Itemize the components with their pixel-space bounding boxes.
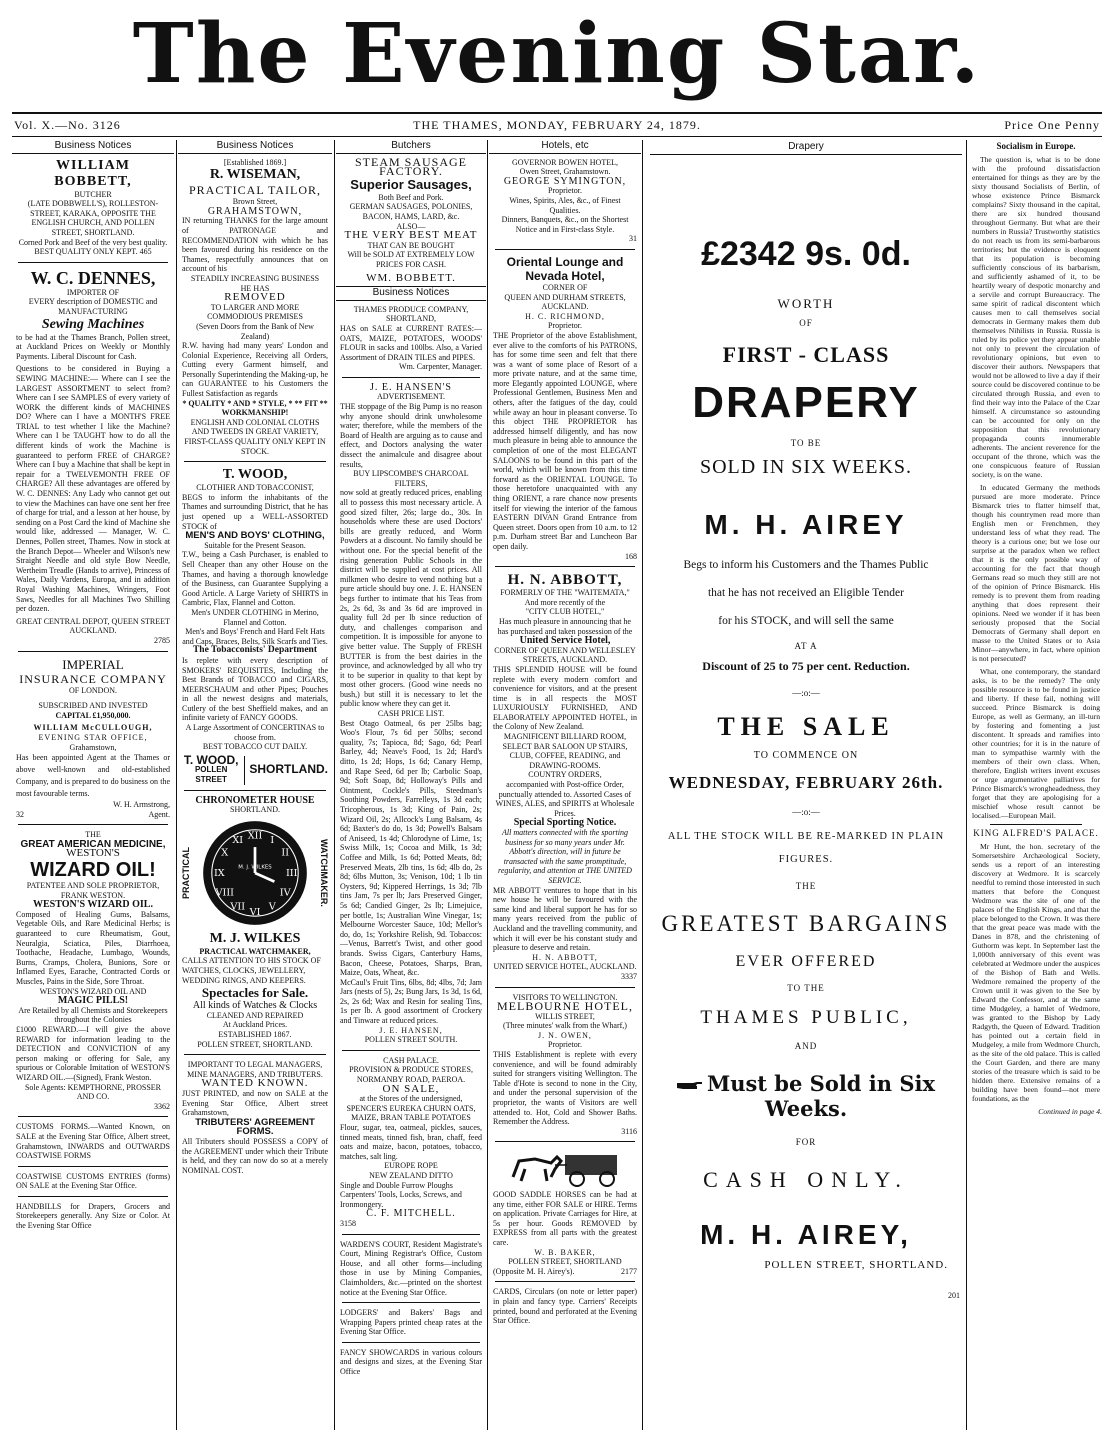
drapery-ornament: —:o:— xyxy=(792,688,820,698)
drapery-worth: WORTH xyxy=(777,296,835,311)
ad-body: Both Beef and Pork. xyxy=(378,192,444,202)
ad-headline: COUNTRY ORDERS, xyxy=(528,770,602,780)
divider xyxy=(495,1281,635,1282)
ad-address: SHORTLAND. xyxy=(230,805,280,815)
ad-body: SUBSCRIBED AND INVESTED xyxy=(38,701,148,711)
ad-body: MR ABBOTT ventures to hope that in his new house he will be favoured with the same kind and liberal support he has for so many years received from the public of Auckland and the travelling community, and which it will ever be his constant study and pleasure to deserve and retain. xyxy=(493,885,637,953)
article-paragraph: Mr Hunt, the hon. secretary of the Somersetshire Archæological Society, sends us a report of an interesting discovery at Wedmore. It is scarcely needful to remind those interested in such matters that before the Conquest Wedmore was the site of one of the palaces of the English Kings, and that the place belonged to the Crown. It was there that the great peace was made with the Danes in 878, and the christening of Guthorm was kept. In September last the 1,000th anniversary of this event was celebrated at Wedmore under the auspices of the Bishop of Bath and Wells. Wedmore remained the property of the Crown until it was given to the See by Edward the Confessor, and at the same time Mudgeley, a hamlet of Wedmore, was granted to the Bishop by Lady Radgyth, the Queen of Edward. Tradition has pointed out a certain field in Mudgeley, a mile from Wedmore Church, as the site of the old palace. This is called the Court Garden, and there are many stories of the treasure which is said to be hidden there. Extensive remains of a building have been found—not mere foundations, as the xyxy=(972,842,1100,1103)
drapery-airey: M. H. AIREY xyxy=(704,509,908,540)
ad-subtitle: "CITY CLUB HOTEL," xyxy=(525,607,605,617)
ad-name: R. WISEMAN, xyxy=(209,167,301,183)
ad-body: Men's and Boys' French and Hard Felt Hats and Caps, Braces, Belts, Silk Scarfs and Ties. xyxy=(182,627,328,646)
svg-text:I: I xyxy=(270,834,275,846)
ad-wizard-oil xyxy=(16,830,170,1111)
column-socialism xyxy=(970,140,1102,1430)
article-paragraph: What, one contemporary, the standard asks, is to be the remedy? The only possible resource is to be found in justice and liberty. If these fail, nothing will succeed. Prince Bismarck is doing Europe, as well as Germany, an ill-turn by fostering and fomenting a just discontent. It spreads and ramifies into other countries; for it is in the nature of man to sympathise warmly with the members of their own class. When, therefore, English writers invent excuses or urge argumentative palliatives for Prince Bismarck's wrongheadedness, they forget that they are apologising for a mischief whose result cannot be localised.—European Mail. xyxy=(972,667,1100,820)
ad-headline: Sewing Machines xyxy=(41,316,145,332)
ad-name: GEORGE SYMINGTON, xyxy=(503,175,627,187)
ad-address: Owen Street, Grahamstown. xyxy=(519,167,611,177)
ad-body: CLEANED AND REPAIRED xyxy=(206,1010,304,1020)
ad-body: ENGLISH AND COLONIAL CLOTHS AND TWEEDS IN GREAT VARIETY, xyxy=(190,417,320,437)
ad-cards: CARDS, Circulars (on note or letter paper) in plain and fancy type. Carriers' Receipts printed, bound and perforated at the Evening Star Office. xyxy=(493,1287,637,1326)
column-business-notices-2 xyxy=(178,140,332,1430)
column-header: Drapery xyxy=(650,140,962,155)
ad-body: * QUALITY * AND * STYLE, * ** FIT ** xyxy=(182,398,328,408)
ad-showcards: FANCY SHOWCARDS in various colours and designs and sizes, at the Evening Star Office xyxy=(340,1347,482,1377)
ad-body: McCaul's Fruit Tins, 6lbs, 8d; 4lbs, 7d; Jam Jars (nests of 5), 2s; Bung Jars, 1s 3d, 1s 6d, 2s, 2s 6d; Wax and Resin for sealing Tins, 1s per lb. A good assortment of Crockery and Tinware at reduced prices. xyxy=(340,977,482,1026)
ad-name: W. C. DENNES, xyxy=(30,267,156,288)
ad-signature: W. H. Armstrong, xyxy=(113,800,170,810)
ad-body: Questions to be considered in Buying a SEWING MACHINE:— Where can I see the LARGEST ASSORTMENT to select from? Where can I see SAMPLES of every variety of WORK the different kinds of MACHINES DO? Where can I have a MONTH'S FREE TRIAL to test whether I like the Machine? Where can I be TAUGHT how to do all the different kinds of work the Machine is guaranteed to perform FREE of CHARGE? Where can I buy a Machine that shall be kept in repair for a TWELVEMONTH FREE OF CHARGE? All these advantages are offered by W. C. DENNES: Any Lady who cannot get out to view the Machines can have one sent her free of charge for trial, and a lesson at her house, by sending on a Post Card the kind of Machine she would like, addressed — Manager, W. C. Dennes, Pollen street, Thames. Now in stock at the Branch Depot— Wheeler and Wilson's new Straight Needle and old style Bow Needle, Wertheim Treadle (Hands to arrive), Princess of Wales, Daily Vardens, Europa, and in addition Royal Washing Machines, Wringers, Foot Saws, Needles for all Machines Two Shilling per dozen. xyxy=(16,364,170,614)
ad-body: HE HAS xyxy=(240,283,270,293)
drapery-advertisement xyxy=(650,140,962,1430)
ad-subtitle: OF LONDON. xyxy=(69,685,117,695)
continued-note: Continued in page 4. xyxy=(1038,1107,1102,1116)
ad-address: Brown Street, xyxy=(232,197,278,207)
ad-subtitle: Proprietor. xyxy=(548,1040,582,1050)
ad-body: At Auckland Prices. xyxy=(222,1020,288,1030)
ad-body: THIS SPLENDID HOUSE will be found replete with every modern comfort and convenience for visitors, and at the present time is in all respects the MOST LUXURIOUSLY FURNISHED, AND ELABORATELY APPOINTED HOTEL, in the Colony of New Zealand. xyxy=(493,664,637,732)
ad-body: THE stoppage of the Big Pump is no reason why anyone should drink unwholesome water; therefore, while the members of the Board of Health are arguing as to cause and effect, and Doctors analysing the water dissect the animalcule and disagree about results, xyxy=(340,402,482,469)
column-business-notices-1 xyxy=(12,140,174,1430)
clock-icon xyxy=(201,819,309,927)
svg-text:II: II xyxy=(281,847,290,859)
column-rule xyxy=(487,140,488,1430)
drapery-wednesday: WEDNESDAY, FEBRUARY 26th. xyxy=(668,773,944,792)
column-header: Butchers xyxy=(336,140,486,154)
ad-subtitle: PATENTEE AND SOLE PROPRIETOR, FRANK WESTON. xyxy=(26,881,160,900)
drapery-amount: £2342 9s. 0d. xyxy=(701,235,911,273)
ad-body: THE Proprietor of the above Establishment, ever alive to the comforts of his PATRONS, has for some time seen and felt that there was a want of some place of Resort of a more private nature, and at the same time, more Elegantly appointed LOUNGE, where Professional Gentlemen, Business Men and others, after the fatigues of the day, could while away an hour in pleasant converse. To this object THE PROPRIETOR has addressed himself diligently, and has now much pleasure in being able to announce the completion of one of the most ELEGANT SALOONS to be found in this part of the world, which will be known from this time forward as the ORIENTAL LOUNGE. To those heretofore unacquainted with any thing ORIENT, a rare chance now presents itself for viewing the interior of the famous EASTERN DIVAN Grand Entrance from Queen street. Doors open from 10 a.m. to 12 p.m. Durham street Bar and Luncheon Bar open daily. xyxy=(493,330,637,551)
divider xyxy=(184,1054,326,1055)
drapery-cash: CASH ONLY. xyxy=(703,1167,909,1192)
ad-warden-court: WARDEN'S COURT, Resident Magistrate's Court, Mining Registrar's Office, Custom House, and all other forms—including those in use by Mining Companies, Claimholders, &c.—printed on the shortest notice at the Evening Star Office. xyxy=(340,1239,482,1297)
column-header: Hotels, etc xyxy=(489,140,641,154)
ad-name: MELBOURNE HOTEL, xyxy=(497,999,633,1014)
ad-body: ESTABLISHED 1867. xyxy=(218,1029,292,1039)
ad-name: CASH PALACE. xyxy=(383,1055,439,1065)
ad-subtitle: Proprietor. xyxy=(548,186,582,196)
ad-headline: TRIBUTERS' AGREEMENT FORMS. xyxy=(195,1116,315,1138)
divider xyxy=(495,566,635,567)
ad-headline: THE VERY BEST MEAT xyxy=(344,229,478,242)
ad-body: (Seven Doors from the Bank of New Zealand) xyxy=(196,321,314,341)
ad-tributers xyxy=(182,1060,328,1175)
ad-body: PRICES FOR CASH. xyxy=(375,259,447,269)
column-header: Business Notices xyxy=(12,140,174,154)
ad-number: 3337 xyxy=(621,971,637,981)
ad-name: H. N. ABBOTT, xyxy=(507,572,623,589)
ad-headline: Spectacles for Sale. xyxy=(201,985,309,1001)
ad-body: T.W., being a Cash Purchaser, is enabled to Sell Cheaper than any other House on the Thames, and having a thorough knowledge of the Business, can Guarantee Supplying a Good Article. A Large Variety of SHIRTS in Cambric, Flax, Flannel and Cotton. xyxy=(182,550,328,608)
ad-headline: Special Sporting Notice. xyxy=(513,817,617,829)
ad-subtitle: WESTON'S xyxy=(66,847,120,860)
ad-headline: GREAT AMERICAN MEDICINE, xyxy=(20,838,166,850)
ad-body: JUST PRINTED, and now on SALE at the Evening Star Office, Albert street Grahamstown, xyxy=(182,1088,328,1118)
ad-address: GRAHAMSTOWN, xyxy=(207,205,303,217)
ad-footer: BEST QUALITY ONLY KEPT. 465 xyxy=(34,247,152,257)
ad-dennes xyxy=(16,268,170,646)
ad-body: NEW ZEALAND DITTO xyxy=(369,1170,453,1180)
clock-side-label: PRACTICAL xyxy=(181,846,191,899)
ad-headline: IMPORTANT TO LEGAL MANAGERS, MINE MANAGERS, AND TRIBUTERS. xyxy=(187,1060,323,1079)
ad-body: Men's UNDER CLOTHING in Merino, Flannel and Cotton. xyxy=(191,607,319,627)
ad-name: J. N. OWEN, xyxy=(538,1030,592,1040)
ad-body: GERMAN SAUSAGES, POLONIES, xyxy=(349,202,473,212)
svg-text:XII: XII xyxy=(247,830,263,842)
horse-carriage-illustration xyxy=(495,1147,635,1187)
ad-body: FIRST-CLASS QUALITY ONLY KEPT IN STOCK. xyxy=(184,437,326,456)
ad-body: SPENCER'S EUREKA CHURN OATS, MAIZE, BRAN TABLE POTATOES xyxy=(346,1103,476,1123)
ad-body: Flour, sugar, tea, oatmeal, pickles, sauces, tinned meats, tinned fish, bran, chaff, feed oats and maize, bacon, potatoes, tobacco, matches, salt ling. xyxy=(340,1123,482,1161)
ad-body: GOOD SADDLE HORSES can be had at any time, either FOR SALE or HIRE. Terms on application. Private Carriages for Hire, at 5s per hour. Goods REMOVED by EXPRESS from all parts with the greatest care. xyxy=(493,1190,637,1247)
ad-trade: CLOTHIER AND TOBACCONIST, xyxy=(196,483,314,493)
ad-body: Corned Pork and Beef of the very best quality. xyxy=(18,237,168,247)
drapery-thames: THAMES PUBLIC, xyxy=(700,1007,912,1028)
ad-body: All kinds of Watches & Clocks xyxy=(192,1000,318,1012)
ad-body: CORNER OF xyxy=(542,282,588,292)
ad-body: All Tributers should POSSESS a COPY of the AGREEMENT under which their Tribute is held, and they can now do so at a merely NOMINAL COST. xyxy=(182,1136,328,1175)
drapery-address: POLLEN STREET, SHORTLAND. xyxy=(764,1259,948,1271)
ad-melbourne-hotel xyxy=(493,993,637,1137)
ad-body: CALLS ATTENTION TO HIS STOCK OF WATCHES, CLOCKS, JEWELLERY, WEDDING RINGS, AND KEEPERS. xyxy=(182,956,321,985)
ad-name: GOVERNOR BOWEN HOTEL, xyxy=(512,157,618,167)
ad-body: now sold at greatly reduced prices, enabling all to possess this most necessary article. A good sized filter, 26s; large do., 30s. In households where these are used Doctors' bills are greatly reduced, and Worm Powders at a discount. No family should be without one. For the special benefit of the rising generation Public Schools in the district will be supplied at cost prices. All milkmen who desire to vend nothing but a pure article should buy one. J. E. HANSEN begs further to intimate that his Teas from 2s, 2s 6d, 3s and 3s 6d are improved in quality full 2d per lb since reduction of duty, and challenges comparison and competition. It is impossible for anyone to give better value. The Supply of FRESH BUTTER is from the best dairies in the province, and acknowledged by all who try it to be superior in quality to that kept by most other grocers. (Good wine needs no bush,) but still it is necessary to let the public know where they can get it. xyxy=(340,488,482,709)
drapery-sold: SOLD IN SIX WEEKS. xyxy=(699,456,913,478)
ad-baker xyxy=(493,1147,637,1276)
article-title: KING ALFRED'S PALACE. xyxy=(973,828,1099,838)
ad-thames-produce xyxy=(340,305,482,372)
drapery-must-text: Must be Sold in Six Weeks. xyxy=(706,1071,936,1121)
svg-text:VII: VII xyxy=(230,901,246,913)
svg-text:IX: IX xyxy=(213,868,225,880)
place-date: THE THAMES, MONDAY, FEBRUARY 24, 1879. xyxy=(413,118,701,132)
divider xyxy=(18,262,168,263)
ad-name: WILLIAM BOBBETT, xyxy=(54,157,132,189)
ad-name: J. E. HANSEN'S xyxy=(370,381,452,393)
drapery-number: 201 xyxy=(948,1291,960,1300)
column-header: Business Notices xyxy=(178,140,332,154)
ad-body: EVERY description of DOMESTIC and MANUFACTURING xyxy=(28,297,158,316)
sign-street: POLLEN STREET xyxy=(194,765,228,785)
ad-address: WILLIS STREET, xyxy=(535,1011,595,1021)
ad-body: STEADILY INCREASING BUSINESS xyxy=(190,273,320,283)
drapery-the-sale: THE SALE xyxy=(717,712,895,741)
ad-body: SELECT BAR SALOON UP STAIRS, CLUB, COFFEE, READING, and DRAWING-ROOMS. xyxy=(502,741,628,770)
sign-name: T. WOOD, xyxy=(183,752,239,767)
ad-body: Best Otago Oatmeal, 6s per 25lbs bag; Woo's Flour, 7s 6d per 50lbs; second quality, 7s; Tapioca, 8d; Sago, 6d; Pearl Barley, 4d; Neave's Food, 1s 2d; Hard's ditto, 1s 2d; Hops, 1s 6d; Canary Hemp, and Rape Seed, 6d per lb; Carbolic Soap, 9d; Soft Soap, 8d; Holloway's Pills and Ointment, Cockle's Pills, Steedman's Soothing Powders, Farrelleys, 1s 3d each; Tricopherous, 1s 3d; King of Pain, 2s; Wizard Oil, 2s; Allcock's Lung Balsam, 4s 6d; Baxter's do do, 1s 3d; Powell's Balsam of Aniseed, 1s 4d; Chlorodyne of Lime, 1s; Swiss Milk, 1s; Cocoa and Milk, 1s 3d; Coffee and Milk, 1s 6d; Potted Meats, 8d; Preserved Meats, 2lb tins, 1s 6d; 4lb do, 2s 8d; 6lbs Mutton, 3s; Venison, 10d; 1 lb tin Oysters, 9d; Kippered Herrings, 1s 3d; 7lb tins Jam, 7s per lb; Jars Preserved Ginger, 5s 6d; Candied Ginger, 2s lb; Limejuice, per bottle, 1s; Australian Wine Vinegar, 1s; Melbourne Worcester Sauce, 10d; Mellor's do, do, 1s; Yorkshire Relish, 9d. Tobaccos: —Venus, Barrett's Twist, and other good brands. Swiss Cigars, Canterbury Hams, Bacon, Cheese, Potatoes, Sharps, Bran, Maize, Oats, Wheat, &c. xyxy=(340,718,482,978)
drapery-must xyxy=(650,1071,962,1121)
divider xyxy=(18,1166,168,1167)
svg-text:XI: XI xyxy=(232,834,244,846)
column-rule xyxy=(334,140,335,1430)
ad-headline: WIZARD OIL! xyxy=(30,859,156,882)
sign-place: SHORTLAND. xyxy=(249,762,328,777)
ad-headline: MEN'S AND BOYS' CLOTHING, xyxy=(185,530,325,542)
ad-headline: The Tobacconists' Department xyxy=(192,645,318,656)
column-hotels xyxy=(489,140,641,1430)
ad-body: BEST TOBACCO CUT DAILY. xyxy=(202,742,308,752)
drapery-tender: that he has not received an Eligible Tender xyxy=(707,587,904,599)
ad-name: M. J. WILKES xyxy=(209,930,301,946)
drapery-title: DRAPERY xyxy=(692,378,920,427)
ad-signboard xyxy=(182,752,328,785)
ad-name: IMPERIAL xyxy=(62,656,124,672)
ad-body: Composed of Healing Gums, Balsams, Vegetable Oils, and Rare Medicinal Herbs; is guaranteed to cure Rheumatism, Gout, Neuralgia, Sciatica, Piles, Diarrhoea, Toothache, Headache, Lumbago, Wounds, Burns, Cramps, Cholera, Bunions, Sore or Inflamed Eyes, Earache, Contracted Cords or Muscles, Pains in the Side, Sore Throat. xyxy=(16,909,170,986)
column-butchers xyxy=(336,140,486,1430)
drapery-commence: TO COMMENCE ON xyxy=(753,750,859,761)
ad-address: POLLEN STREET, SHORTLAND xyxy=(508,1257,622,1267)
divider xyxy=(18,1196,168,1197)
ad-headline: REMOVED xyxy=(224,291,286,304)
divider xyxy=(18,1116,168,1117)
ad-body: Suitable for the Present Season. xyxy=(204,540,306,550)
drapery-greatest: GREATEST BARGAINS xyxy=(661,911,951,936)
column-rule xyxy=(966,140,967,1430)
svg-text:V: V xyxy=(268,901,276,913)
ad-signature: C. F. MITCHELL. xyxy=(366,1208,456,1220)
masthead-rule-top xyxy=(12,112,1102,114)
ad-name: Oriental Lounge and Nevada Hotel, xyxy=(506,254,624,283)
ad-address: (Opposite M. H. Airey's). xyxy=(493,1266,575,1276)
ad-trade: PRACTICAL TAILOR, xyxy=(188,183,322,198)
ad-number: 168 xyxy=(625,551,637,561)
ad-headline: CASH PRICE LIST. xyxy=(377,709,445,719)
article-title: Socialism in Europe. xyxy=(996,141,1076,151)
ad-body: R.W. having had many years' London and Colonial Experience, Receiving all Orders, Cutting every Garment himself, and Personally Superintending the Making-up, he can GUARANTEE to his Customers the Fullest Satisfaction as regards xyxy=(182,341,328,399)
masthead-rule-bottom xyxy=(12,136,1102,137)
ad-name: T. WOOD, xyxy=(222,467,288,483)
svg-text:IV: IV xyxy=(279,887,291,899)
ad-body: Single and Double Furrow Ploughs Carpenters' Tools, Locks, Screws, and Ironmongery. xyxy=(340,1180,462,1209)
ad-imperial xyxy=(16,657,170,721)
drapery-discount: Discount of 25 to 75 per cent. Reduction. xyxy=(702,659,910,673)
ad-lodgers: LODGERS' and Bakers' Bags and Wrapping Papers printed cheap rates at the Evening Star Office. xyxy=(340,1308,482,1337)
ad-body: Has been appointed Agent at the Thames or above well-known and old-established Company, and is prepared to do business on the most favourable terms. xyxy=(16,753,170,799)
ad-governor-bowen xyxy=(493,158,637,244)
divider xyxy=(495,987,635,988)
ad-body: HAS on SALE at CURRENT RATES:— OATS, MAIZE, POTATOES, WOODS' FLOUR in sacks and 100lbs. Also, a Varied Assortment of DRAIN TILES and PIPES. xyxy=(340,323,482,362)
ad-subtitle: PROVISION & PRODUCE STORES, NORMANBY ROAD, PAEROA. xyxy=(349,1065,473,1085)
ad-name: WILLIAM McCULLOUGH, xyxy=(33,723,153,733)
ad-address: POLLEN STREET, SHORTLAND. xyxy=(197,1039,313,1049)
ad-body: Is replete with every description of SMOKERS' REQUISITES, Including the Best Brands of TOBACCO and CIGARS, MEERSCHAUM and other Pipes; Pouches in all the newest designs and materials, Cutlery of the best Sheffield makes, and an infinite variety of FANCY GOODS. xyxy=(182,655,328,723)
drapery-ever: EVER OFFERED xyxy=(735,953,877,970)
ad-agent: Agent. xyxy=(148,809,170,819)
ad-number: 2177 xyxy=(621,1266,637,1276)
ad-headline: CHRONOMETER HOUSE xyxy=(195,794,315,806)
newspaper-title: The Evening Star. xyxy=(132,6,982,102)
drapery-to-be: TO BE xyxy=(790,438,822,448)
ad-headline: MAGIC PILLS! xyxy=(57,995,129,1007)
ad-established: [Established 1869.] xyxy=(223,157,287,167)
ad-number: 3362 xyxy=(154,1101,170,1111)
column-rule xyxy=(176,140,177,1430)
ad-subtitle: THE xyxy=(85,830,101,840)
divider xyxy=(18,651,168,652)
ad-address: CORNER OF QUEEN AND WELLESLEY STREETS, AUCKLAND. xyxy=(494,645,636,665)
ad-signature: WM. BOBBETT. xyxy=(366,271,456,284)
divider xyxy=(495,1141,635,1142)
clock-side-label: WATCHMAKER. xyxy=(319,838,329,907)
column-header: Business Notices xyxy=(336,286,486,301)
ad-wiseman xyxy=(182,158,328,457)
ad-body: THIS Establishment is replete with every convenience, and will be found admirably suited for strangers visiting Wellington. The Table d'Hote is second to none in the City, and under the personal supervision of the proprietor, the wants of Visitors are well attended to. Hot, Cold and Shower Baths. Remember the Address. xyxy=(493,1050,637,1127)
ad-signature: J. E. HANSEN, xyxy=(379,1025,443,1035)
ad-customs-forms: CUSTOMS FORMS.—Wanted Known, on SALE at the Evening Star Office, Albert street, Grahamstown, INWARDS and OUTWARDS COASTWISE FORMS xyxy=(16,1122,170,1161)
column-rule xyxy=(642,140,643,1430)
divider xyxy=(342,377,480,378)
drapery-to-the: TO THE xyxy=(787,983,825,993)
divider xyxy=(342,1302,480,1303)
svg-text:III: III xyxy=(285,868,298,880)
ad-name: INSURANCE COMPANY xyxy=(19,671,167,686)
drapery-ornament: —:o:— xyxy=(792,807,820,817)
ad-body: TO LARGER AND MORE COMMODIOUS PREMISES xyxy=(207,302,303,322)
ad-coastwise: COASTWISE CUSTOMS ENTRIES (forms) ON SALE at the Evening Star Office. xyxy=(16,1171,170,1191)
clock-illustration xyxy=(182,815,328,931)
ad-subtitle: Grahamstown, xyxy=(69,742,117,752)
ad-body: at the Stores of the undersigned, xyxy=(359,1094,463,1104)
divider xyxy=(342,1234,480,1235)
svg-text:X: X xyxy=(221,847,229,859)
ad-number: 2785 xyxy=(154,635,170,645)
ad-subtitle: WESTON'S WIZARD OIL. xyxy=(33,899,153,911)
ad-headline: Superior Sausages, xyxy=(350,176,472,192)
ad-body: Wines, Spirits, Ales, &c., of Finest Qualities. xyxy=(509,195,621,215)
ad-name: W. B. BAKER, xyxy=(534,1247,596,1257)
article-paragraph: In educated Germany the methods pursued are more moderate. Prince Bismarck tries to flatter himself that, though his countrymen read more than English men or Frenchmen, they understand less of what they read. The theory is a curious one; but we lose our surprise at the paradox when we reflect that it is the only possible way of accounting for the fact that though Germans read so much they still are not of the opinion of Prince Bismarck. His remedy is to prevent them from reading anything that does represent their opinions. Need we wonder if it has been seriously proposed that the Social Democrats of Germany shall deport en masse to the United States or to Asia Minor—anywhere, in fact, where opinion is not persecuted? xyxy=(972,483,1100,663)
drapery-first-class: FIRST - CLASS xyxy=(722,342,890,367)
clock-label: M. J. WILKES xyxy=(238,864,272,871)
ad-name: THAMES PRODUCE COMPANY, SHORTLAND, xyxy=(353,304,469,324)
ad-signature: H. N. ABBOTT, xyxy=(532,952,598,962)
divider xyxy=(342,1342,480,1343)
ad-address: QUEEN AND DURHAM STREETS, xyxy=(504,292,626,302)
divider xyxy=(184,790,326,791)
ad-hansen xyxy=(340,383,482,1045)
ad-body: ALSO— xyxy=(396,221,426,231)
drapery-airey-signature: M. H. AIREY, xyxy=(700,1219,912,1250)
ad-signature: Wm. Carpenter, Manager. xyxy=(399,362,482,372)
drapery-for: FOR xyxy=(795,1137,817,1147)
ad-body: accompanied with Post-office Order, punctually attended to. Assorted Cases of WINES, ALES, and SPIRITS at Wholesale Prices. xyxy=(495,780,635,818)
ad-headline: WANTED KNOWN. xyxy=(201,1077,309,1090)
ad-handbills: HANDBILLS for Drapers, Grocers and Storekeepers generally. Any Size or Color. At the Evening Star Office xyxy=(16,1201,170,1231)
ad-body: IN returning THANKS for the large amount of PATRONAGE and RECOMMENDATION with which he has been favoured during his residence on the Thames, respectfully announces that on account of his xyxy=(182,216,328,274)
drapery-the: THE xyxy=(795,881,817,891)
ad-agents: Sole Agents: KEMPTHORNE, PROSSER AND CO. xyxy=(24,1082,162,1102)
ad-headline: MAGNIFICENT BILLIARD ROOM, xyxy=(503,732,627,742)
ad-mccullough xyxy=(16,723,170,819)
masthead xyxy=(0,0,1114,112)
ad-body: WORKMANSHIP! xyxy=(221,408,289,418)
ad-t-wood xyxy=(182,467,328,784)
ad-address: GREAT CENTRAL DEPOT, QUEEN STREET AUCKLAND. xyxy=(16,616,170,636)
divider xyxy=(342,1050,480,1051)
ad-number: 3158 xyxy=(340,1218,356,1228)
ad-subtitle: ADVERTISEMENT. xyxy=(376,392,446,402)
drapery-and: AND xyxy=(794,1041,818,1051)
ad-body: £1000 REWARD.—I will give the above REWARD for information leading to the DETECTION and CONVICTION of any person making or offering for Sale, any spurious or Colorable Imitation of WESTON'S WIZARD OIL.—(Signed), Frank Weston. xyxy=(16,1024,170,1082)
ad-address: AUCKLAND. xyxy=(541,302,589,312)
ad-subtitle: IMPORTER OF xyxy=(66,287,120,297)
ad-headline: STEAM SAUSAGE FACTORY. xyxy=(354,154,467,179)
page-columns xyxy=(12,140,1102,1430)
ad-subtitle: WESTON'S WIZARD OIL AND xyxy=(39,986,147,996)
ad-cash-palace xyxy=(340,1056,482,1229)
ad-number: 3116 xyxy=(621,1126,637,1136)
divider xyxy=(18,824,168,825)
ad-name: H. C. RICHMOND, xyxy=(525,311,605,321)
ad-body: THAT CAN BE BOUGHT xyxy=(367,240,455,250)
ad-sausage-factory xyxy=(340,154,482,284)
ad-body: Are Retailed by all Chemists and Storekeepers throughout the Colonies xyxy=(18,1005,168,1025)
ad-number: 31 xyxy=(629,234,637,244)
ad-headline: ON SALE, xyxy=(382,1082,440,1095)
divider xyxy=(184,461,326,462)
ad-wilkes xyxy=(182,796,328,1050)
ad-body: Dinners, Banquets, &c., on the Shortest Notice and in First-class Style. xyxy=(501,215,629,234)
divider xyxy=(495,249,635,250)
ad-number: 32 xyxy=(16,809,24,819)
svg-text:VIII: VIII xyxy=(215,887,235,899)
ad-headline: VISITORS TO WELLINGTON. xyxy=(512,992,618,1002)
ad-trade: BUTCHER xyxy=(74,189,112,199)
drapery-figures: FIGURES. xyxy=(778,854,834,865)
ad-oriental-lounge xyxy=(493,255,637,561)
drapery-stock: for his STOCK, and will sell the same xyxy=(718,615,894,627)
ad-bobbett xyxy=(16,158,170,257)
ad-body: EUROPE ROPE xyxy=(384,1161,438,1171)
ad-body: A Large Assortment of CONCERTINAS to choose from. xyxy=(185,723,325,742)
ad-body: CAPITAL £1,950,000. xyxy=(55,710,131,720)
svg-text:VI: VI xyxy=(249,906,261,918)
ad-headline: BUY LIPSCOMBE'S CHARCOAL FILTERS, xyxy=(353,469,469,488)
ad-abbott xyxy=(493,572,637,981)
ad-address: (LATE DOBBWELL'S), ROLLESTON-STREET, KARAKA, OPPOSITE THE ENGLISH CHURCH, AND POLLEN STREET, SHORTLAND. xyxy=(27,199,159,237)
drapery-at: AT A xyxy=(794,641,818,651)
ad-subtitle: EVENING STAR OFFICE, xyxy=(38,732,148,742)
pointing-hand-icon xyxy=(677,1081,703,1091)
price: Price One Penny xyxy=(1004,118,1100,132)
ad-trade: PRACTICAL WATCHMAKER, xyxy=(199,946,311,956)
volume-number: Vol. X.—No. 3126 xyxy=(14,118,121,132)
ad-body: BACON, HAMS, LARD, &c. xyxy=(362,211,460,221)
ad-subtitle: Proprietor. xyxy=(548,321,582,331)
ad-address: UNITED SERVICE HOTEL, AUCKLAND. xyxy=(493,962,637,972)
ad-body: to be had at the Thames Branch, Pollen street, at Auckland Prices on Weekly or Monthly Payments. Liberal Discount for Cash. xyxy=(16,332,170,361)
drapery-all-stock: ALL THE STOCK WILL BE RE-MARKED IN PLAIN xyxy=(667,831,945,842)
ad-body: BEGS to inform the inhabitants of the Thames and surrounding District, that he has just opened up a WELL-ASSORTED STOCK of xyxy=(182,492,328,531)
ad-address: POLLEN STREET SOUTH. xyxy=(364,1035,458,1045)
ad-headline: United Service Hotel, xyxy=(519,635,611,647)
ad-subtitle: FORMERLY OF THE "WAITEMATA," And more recently of the xyxy=(500,588,630,607)
ad-body: All matters connected with the sporting business for so many years under Mr. Abbott's direction, will in future be transacted with the same promptitude, regularity, and attention at THE UNITED SERVICE. xyxy=(498,828,632,885)
ad-body: Has much pleasure in announcing that he has purchased and taken possession of the xyxy=(497,616,633,636)
drapery-of: OF xyxy=(799,318,813,328)
ad-body: Will be SOLD AT EXTREMELY LOW xyxy=(347,250,475,260)
drapery-begs: Begs to inform his Customers and the Thames Public xyxy=(683,559,929,571)
article-paragraph: The question is, what is to be done with the profound dissatisfaction entertained for things as they are by the sixty thousand Socialists of Berlin, of whose existence Prince Bismarck complains? Sixty thousand in the capital, there are six hundred thousand throughout Germany. But what are their numbers in Russia? Trustworthy statistics do not reach us from its semi-barbarous territories; but the evidence is eloquent that its population is becoming sufficiently conscious of its barbarism, and sufficiently ashamed of it, to be heartily weary of despotic monarchy and a servile and corrupt Bureaucracy. The same spirit of radical discontent which causes men to call themselves social democrats in Germany makes them dub themselves Nihilists in Russia. Russia is ruled by its police yet they appear unable not only to prevent the circulation of revolutionary opinions, but even to discover their authors. Newspapers that would not be allowed to live a day if their source could be discovered continue to be circulated through Russia, and even to find their way into the Palace of the Czar himself. A circumstance so astounding can be accounted for only on the supposition that this revolutionary propaganda counts innumerable adherents. The ancient reverence for the occupant of the throne, which was the one conspicuous feature of Russian society, is on the wane. xyxy=(972,155,1100,479)
ad-body: (Three minutes' walk from the Wharf,) xyxy=(503,1021,627,1031)
